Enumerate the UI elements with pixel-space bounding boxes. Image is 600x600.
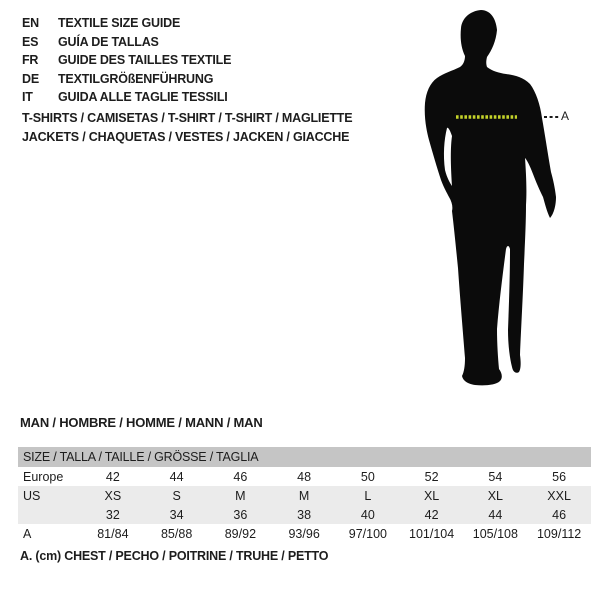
language-label: TEXTILE SIZE GUIDE [58,16,181,31]
table-row-chest-a [18,524,591,543]
row-label: A [23,526,32,541]
size-value: S [172,488,181,503]
measure-label-a: A [561,109,570,123]
size-value: 89/92 [224,526,257,541]
size-table [18,447,591,543]
size-value: 54 [488,469,503,484]
size-value: 101/104 [409,526,455,541]
language-code: IT [22,90,33,105]
size-value: XXL [547,488,571,503]
size-value: XL [423,488,440,503]
size-value: 85/88 [160,526,193,541]
size-value: 32 [105,507,120,522]
size-value: 81/84 [97,526,129,541]
size-table-header: SIZE / TALLA / TAILLE / GRÖSSE / TAGLIA [18,447,591,467]
size-value: 40 [360,507,375,522]
table-row-us [18,486,591,505]
size-value: L [364,488,372,503]
size-value: 105/108 [472,526,518,541]
size-value: 46 [233,469,248,484]
size-value: M [235,488,246,503]
language-code: EN [22,16,39,31]
size-value: 38 [297,507,312,522]
size-value: 44 [488,507,503,522]
man-silhouette [425,10,556,385]
size-value: 48 [297,469,312,484]
section-title-man: MAN / HOMBRE / HOMME / MANN / MAN [20,415,263,430]
size-value: 52 [424,469,439,484]
language-code: DE [22,71,39,86]
size-value: 44 [169,469,184,484]
size-value: 34 [169,507,184,522]
language-code: FR [22,53,39,68]
chest-footnote: A. (cm) CHEST / PECHO / POITRINE / TRUHE / PETTO [20,549,329,563]
language-code: ES [22,34,39,49]
size-value: M [298,488,310,503]
size-value: 50 [360,469,375,484]
row-label: US [23,488,41,503]
language-label: GUIDA ALLE TAGLIE TESSILI [58,90,228,105]
size-value: 46 [552,507,567,522]
table-row-europe [18,467,591,486]
category-tshirts: T-SHIRTS / CAMISETAS / T-SHIRT / T-SHIRT / MAGLIETTE [22,111,353,125]
language-label: GUÍA DE TALLAS [58,34,159,49]
size-value: 42 [105,469,120,484]
size-value: 42 [424,507,439,522]
size-value: XS [104,488,122,503]
row-label: Europe [23,469,64,484]
size-value: 109/112 [536,526,582,541]
size-value: 97/100 [348,526,387,541]
category-jackets: JACKETS / CHAQUETAS / VESTES / JACKEN / GIACCHE [22,129,350,144]
language-label: TEXTILGRÖßENFÜHRUNG [58,71,214,86]
size-value: XL [487,488,504,503]
size-value: 93/96 [288,526,320,541]
table-row-numeric [18,505,591,524]
language-label: GUIDE DES TAILLES TEXTILE [58,53,232,68]
size-value: 56 [552,469,567,484]
size-value: 36 [233,507,248,522]
